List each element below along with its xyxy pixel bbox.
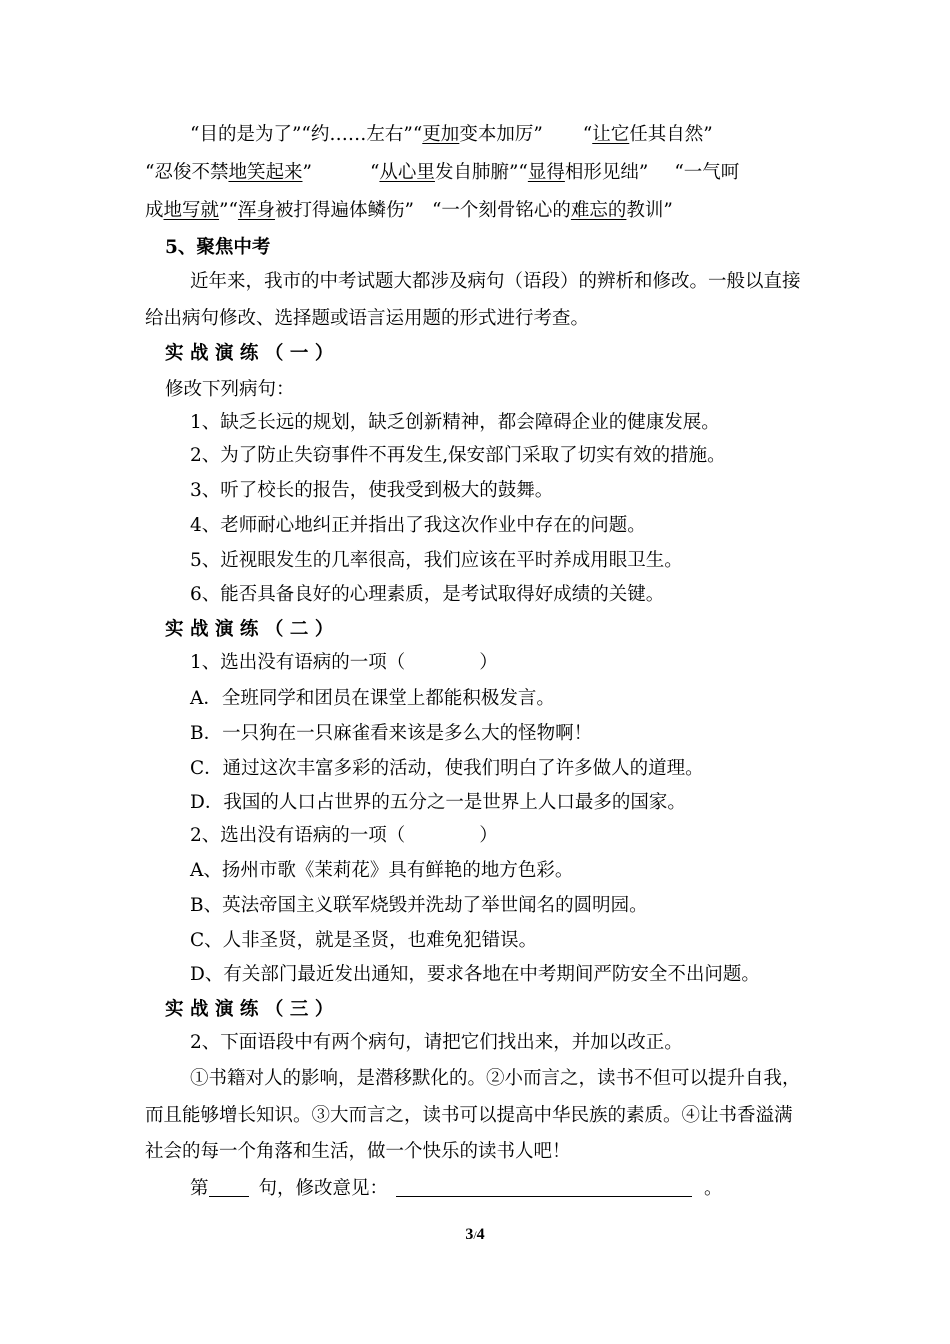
practice-3-title: 实战演练（三）	[165, 999, 340, 1020]
practice-3-passage-line-1: ①书籍对人的影响，是潜移默化的。②小而言之，读书不但可以提升自我，	[190, 1068, 801, 1089]
phrase-underlined: 从心里	[379, 162, 435, 183]
answer-label: 句，修改意见：	[258, 1178, 389, 1199]
phrase-underlined: 浑身	[237, 200, 275, 221]
phrase-text: 变本加厉”	[459, 124, 543, 145]
practice-2-q2-option-b: B、英法帝国主义联军烧毁并洗劫了举世闻名的圆明园。	[190, 895, 648, 916]
phrase-underlined: 地写就	[163, 200, 220, 221]
phrase-text: 被打得遍体鳞伤”	[274, 200, 414, 221]
practice-3-answer-line	[190, 1176, 820, 1201]
phrase-text: 发自肺腑”“	[434, 162, 528, 183]
practice-3-passage-line-2: 而且能够增长知识。③大而言之，读书可以提高中华民族的素质。④让书香溢满	[145, 1105, 793, 1126]
phrase-underlined: 让它	[592, 124, 630, 145]
section-5-title: 5、聚焦中考	[165, 237, 271, 258]
phrase-text: 成	[145, 200, 164, 221]
answer-prefix: 第	[190, 1178, 209, 1199]
phrase-line-3	[145, 199, 820, 223]
practice-2-q1-option-b: B．一只狗在一只麻雀看来该是多么大的怪物啊！	[190, 723, 593, 744]
practice-2-question-2: 2、选出没有语病的一项（ ）	[190, 825, 498, 846]
practice-1-instruction: 修改下列病句：	[165, 379, 295, 400]
practice-1-item-5: 5、近视眼发生的几率很高，我们应该在平时养成用眼卫生。	[190, 550, 683, 571]
practice-1-item-4: 4、老师耐心地纠正并指出了我这次作业中存在的问题。	[190, 515, 646, 536]
page-separator: /	[473, 1228, 477, 1242]
practice-1-title: 实战演练（一）	[165, 343, 340, 364]
phrase-text: 教训”	[626, 200, 673, 221]
phrase-line-1	[190, 123, 820, 147]
practice-2-question-1: 1、选出没有语病的一项（ ）	[190, 652, 498, 673]
revision-opinion-blank[interactable]	[396, 1176, 692, 1197]
phrase-line-2	[145, 161, 820, 185]
phrase-text: 任其自然”	[629, 124, 713, 145]
sentence-number-blank[interactable]	[209, 1176, 249, 1197]
phrase-underlined: 显得	[527, 162, 565, 183]
phrase-text: ”“	[219, 200, 238, 221]
practice-1-item-2: 2、为了防止失窃事件不再发生,保安部门采取了切实有效的措施。	[190, 445, 726, 466]
section-5-paragraph-1: 近年来，我市的中考试题大都涉及病句（语段）的辨析和修改。一般以直接	[190, 271, 801, 292]
phrase-underlined: 更加	[422, 124, 460, 145]
practice-2-q2-option-d: D、有关部门最近发出通知，要求各地在中考期间严防安全不出问题。	[190, 964, 760, 985]
practice-2-q2-option-a: A、扬州市歌《茉莉花》具有鲜艳的地方色彩。	[190, 860, 574, 881]
practice-3-passage-line-3: 社会的每一个角落和生活，做一个快乐的读书人吧！	[145, 1141, 571, 1162]
phrase-text: “	[369, 162, 380, 183]
practice-2-q1-option-c: C．通过这次丰富多彩的活动，使我们明白了许多做人的道理。	[190, 758, 704, 779]
section-5-paragraph-2: 给出病句修改、选择题或语言运用题的形式进行考查。	[145, 308, 590, 329]
practice-2-q2-option-c: C、人非圣贤，就是圣贤，也难免犯错误。	[190, 930, 538, 951]
practice-3-question: 2、下面语段中有两个病句，请把它们找出来，并加以改正。	[190, 1032, 683, 1053]
practice-1-item-1: 1、缺乏长远的规划，缺乏创新精神，都会障碍企业的健康发展。	[190, 412, 720, 433]
answer-end: 。	[704, 1178, 723, 1199]
phrase-text: “一气呵	[674, 162, 740, 183]
phrase-text: “	[582, 124, 593, 145]
page-current: 3	[465, 1226, 474, 1243]
phrase-underlined: 难忘的	[570, 200, 627, 221]
page-number	[0, 1226, 950, 1244]
phrase-text: “忍俊不禁	[145, 162, 229, 183]
phrase-text: ”	[302, 162, 312, 183]
phrase-text: “一个刻骨铭心的	[431, 200, 571, 221]
practice-2-q1-option-a: A．全班同学和团员在课堂上都能积极发言。	[190, 688, 555, 709]
practice-2-q1-option-d: D．我国的人口占世界的五分之一是世界上人口最多的国家。	[190, 792, 686, 813]
practice-1-item-6: 6、能否具备良好的心理素质，是考试取得好成绩的关键。	[190, 584, 665, 605]
phrase-text: “目的是为了”“约……左右”“	[190, 124, 423, 145]
page-total: 4	[476, 1226, 485, 1243]
practice-2-title: 实战演练（二）	[165, 619, 340, 640]
practice-1-item-3: 3、听了校长的报告，使我受到极大的鼓舞。	[190, 480, 554, 501]
phrase-text: 相形见绌”	[564, 162, 649, 183]
phrase-underlined: 地笑起来	[228, 162, 303, 183]
